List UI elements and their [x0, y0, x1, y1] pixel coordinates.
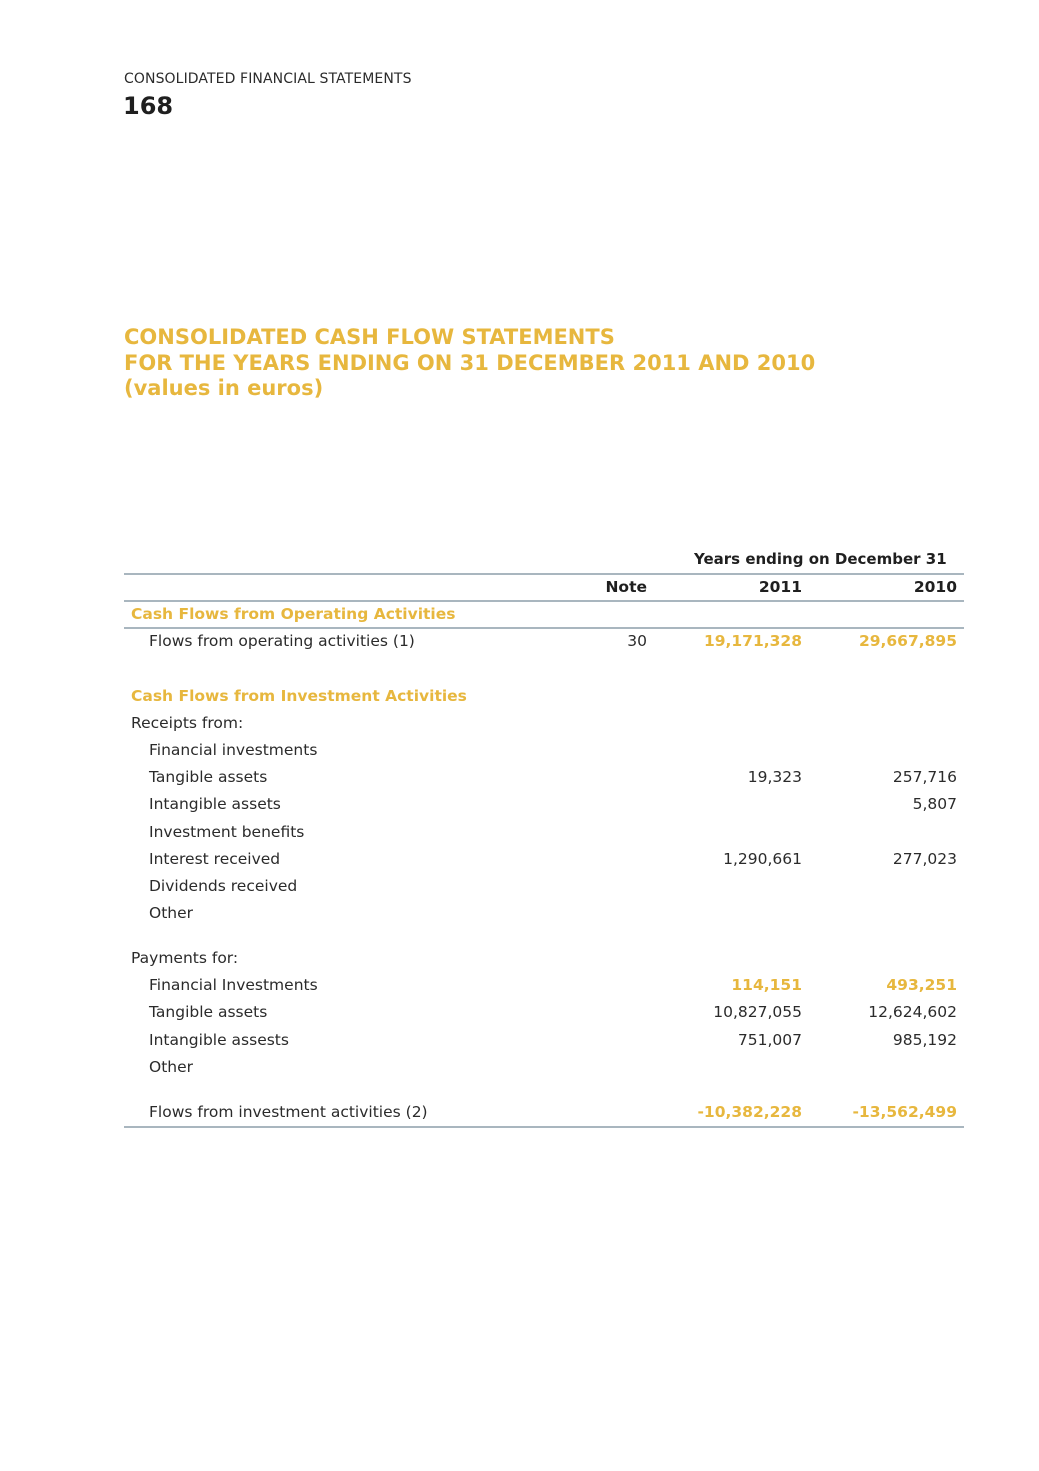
receipt-label: Investment benefits — [149, 823, 305, 841]
column-header-row — [124, 574, 964, 601]
title-line-3: (values in euros) — [124, 376, 324, 400]
investment-section-title-row — [124, 683, 964, 710]
table-row — [124, 1054, 964, 1081]
receipt-value-2010: 257,716 — [892, 768, 957, 786]
payment-label: Intangible assests — [149, 1031, 289, 1049]
receipt-label: Other — [149, 904, 194, 922]
investment-flows-2011: -10,382,228 — [697, 1103, 802, 1121]
document-title — [124, 325, 815, 402]
payment-value-2011: 10,827,055 — [713, 1003, 802, 1021]
operating-section-title: Cash Flows from Operating Activities — [131, 605, 456, 623]
receipts-header-label: Receipts from: — [131, 714, 244, 732]
payment-value-2010: 493,251 — [886, 976, 957, 994]
receipts-header-row — [124, 710, 964, 737]
table-row — [124, 791, 964, 818]
receipt-label: Financial investments — [149, 741, 318, 759]
table-row — [124, 999, 964, 1026]
table-row — [124, 873, 964, 900]
payments-header-row — [124, 945, 964, 972]
table-row — [124, 737, 964, 764]
receipt-label: Interest received — [149, 850, 281, 868]
investment-flows-label: Flows from investment activities (2) — [149, 1103, 428, 1121]
table-row — [124, 1027, 964, 1054]
investment-flows-2010: -13,562,499 — [852, 1103, 957, 1121]
receipt-value-2010: 5,807 — [912, 795, 957, 813]
payment-label: Tangible assets — [149, 1003, 268, 1021]
column-group-label: Years ending on December 31 — [694, 550, 947, 568]
table-row — [124, 900, 964, 927]
table-row — [124, 972, 964, 999]
payment-label: Other — [149, 1058, 194, 1076]
payment-value-2011: 751,007 — [737, 1031, 802, 1049]
page-number: 168 — [123, 92, 174, 120]
column-header-2010: 2010 — [913, 578, 957, 596]
table-row — [124, 846, 964, 873]
column-header-2011: 2011 — [758, 578, 802, 596]
table-row — [124, 819, 964, 846]
column-group-header — [124, 545, 964, 573]
title-line-1: CONSOLIDATED CASH FLOW STATEMENTS — [124, 325, 615, 349]
operating-flows-note: 30 — [627, 632, 647, 650]
receipt-label: Dividends received — [149, 877, 298, 895]
receipt-value-2011: 19,323 — [747, 768, 802, 786]
payment-value-2010: 12,624,602 — [868, 1003, 957, 1021]
operating-flows-2011: 19,171,328 — [703, 632, 802, 650]
receipt-value-2010: 277,023 — [892, 850, 957, 868]
investment-section-title: Cash Flows from Investment Activities — [131, 687, 467, 705]
payment-value-2011: 114,151 — [731, 976, 802, 994]
receipt-label: Tangible assets — [149, 768, 268, 786]
table-row — [124, 764, 964, 791]
investment-flows-row — [124, 1099, 964, 1126]
operating-flows-label: Flows from operating activities (1) — [149, 632, 415, 650]
payment-label: Financial Investments — [149, 976, 318, 994]
payment-value-2010: 985,192 — [892, 1031, 957, 1049]
rule-bottom — [124, 1126, 964, 1128]
receipt-value-2011: 1,290,661 — [723, 850, 802, 868]
operating-section-title-row — [124, 601, 964, 628]
column-header-note: Note — [605, 578, 647, 596]
operating-flows-row — [124, 628, 964, 655]
receipt-label: Intangible assets — [149, 795, 281, 813]
operating-flows-2010: 29,667,895 — [858, 632, 957, 650]
payments-header-label: Payments for: — [131, 949, 239, 967]
title-line-2: FOR THE YEARS ENDING ON 31 DECEMBER 2011 AND 2010 — [124, 350, 816, 375]
section-header: CONSOLIDATED FINANCIAL STATEMENTS — [124, 71, 412, 87]
